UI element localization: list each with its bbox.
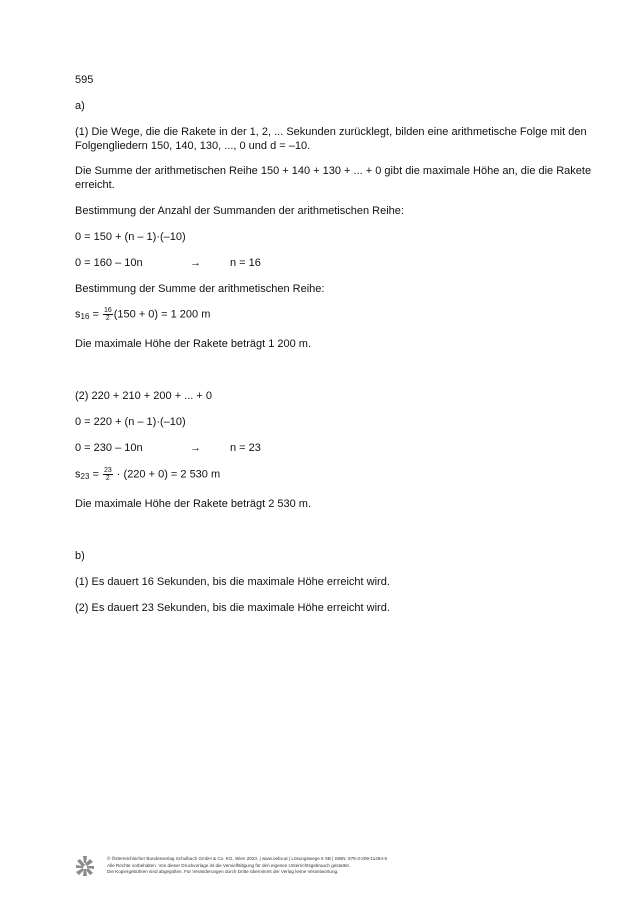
paragraph-2-cont: erreicht. xyxy=(75,179,115,191)
equation-1: 0 = 150 + (n – 1)·(–10) xyxy=(75,231,186,243)
fraction-denominator: 2 xyxy=(105,315,110,322)
part-b-label: b) xyxy=(75,550,85,562)
exercise-number: 595 xyxy=(75,74,94,86)
paragraph-1: (1) Die Wege, die die Rakete in der 1, 2, ... Sekunden zurücklegt, bilden eine arithmetische Folge mit den xyxy=(75,126,587,138)
sum-subscript: 16 xyxy=(80,312,90,322)
sum-formula-rest: (150 + 0) = 1 200 m xyxy=(113,308,211,321)
footer-line-2: Alle Rechte vorbehalten. Von dieser Druckvorlage ist die Vervielfältigung für den eigenen Unterrichtsgebrauch gestattet. xyxy=(107,862,351,868)
sum-formula-1 xyxy=(75,307,210,322)
paragraph-4: Bestimmung der Summe der arithmetischen Reihe: xyxy=(75,283,325,295)
footer-line-3: Die Kopiergebühren sind abgegolten. Für Veränderungen durch Dritte übernimmt der Verlag keine Verantwortung. xyxy=(107,869,339,875)
equation-4-left: 0 = 230 – 10n xyxy=(75,442,143,454)
fraction-numerator: 23 xyxy=(103,467,112,474)
sum-symbol: s xyxy=(75,468,81,481)
equation-4-right: n = 23 xyxy=(230,442,261,454)
sum-formula-rest: · (220 + 0) = 2 530 m xyxy=(113,468,221,481)
equals-sign: = xyxy=(89,308,99,321)
result-1: Die maximale Höhe der Rakete beträgt 1 200 m. xyxy=(75,338,312,350)
equation-2 xyxy=(75,256,261,270)
sum-symbol: s xyxy=(75,308,81,321)
arrow-icon: → xyxy=(190,257,201,269)
arrow-icon: → xyxy=(190,442,201,454)
fraction xyxy=(103,307,113,322)
answer-2: (2) Es dauert 23 Sekunden, bis die maximale Höhe erreicht wird. xyxy=(75,602,390,614)
paragraph-2: Die Summe der arithmetischen Reihe 150 + 140 + 130 + ... + 0 gibt die maximale Höhe an, die die Rakete xyxy=(75,165,592,177)
equals-sign: = xyxy=(89,468,99,481)
sum-formula-2 xyxy=(75,467,220,482)
equation-2-right: n = 16 xyxy=(230,257,261,269)
part-a-label: a) xyxy=(75,100,85,112)
answer-1: (1) Es dauert 16 Sekunden, bis die maximale Höhe erreicht wird. xyxy=(75,576,390,588)
equation-2-left: 0 = 160 – 10n xyxy=(75,257,143,269)
question-2: (2) 220 + 210 + 200 + ... + 0 xyxy=(75,390,212,402)
footer xyxy=(107,856,387,876)
equation-3: 0 = 220 + (n – 1)·(–10) xyxy=(75,416,186,428)
fraction xyxy=(103,467,113,482)
fraction-denominator: 2 xyxy=(105,475,110,482)
fraction-numerator: 16 xyxy=(103,307,112,314)
result-2: Die maximale Höhe der Rakete beträgt 2 530 m. xyxy=(75,498,312,510)
sum-subscript: 23 xyxy=(80,472,90,482)
footer-line-1: © Österreichischer Bundesverlag Schulbuch GmbH & Co. KG, Wien 2023. | www.oebv.at | Lösungswege 6 SB | ISBN: 978-3-209-11494-5 xyxy=(107,856,388,861)
paragraph-1-cont: Folgengliedern 150, 140, 130, ..., 0 und d = –10. xyxy=(75,140,311,152)
paragraph-3: Bestimmung der Anzahl der Summanden der arithmetischen Reihe: xyxy=(75,205,404,217)
publisher-logo-icon xyxy=(74,855,96,877)
equation-4 xyxy=(75,441,261,455)
